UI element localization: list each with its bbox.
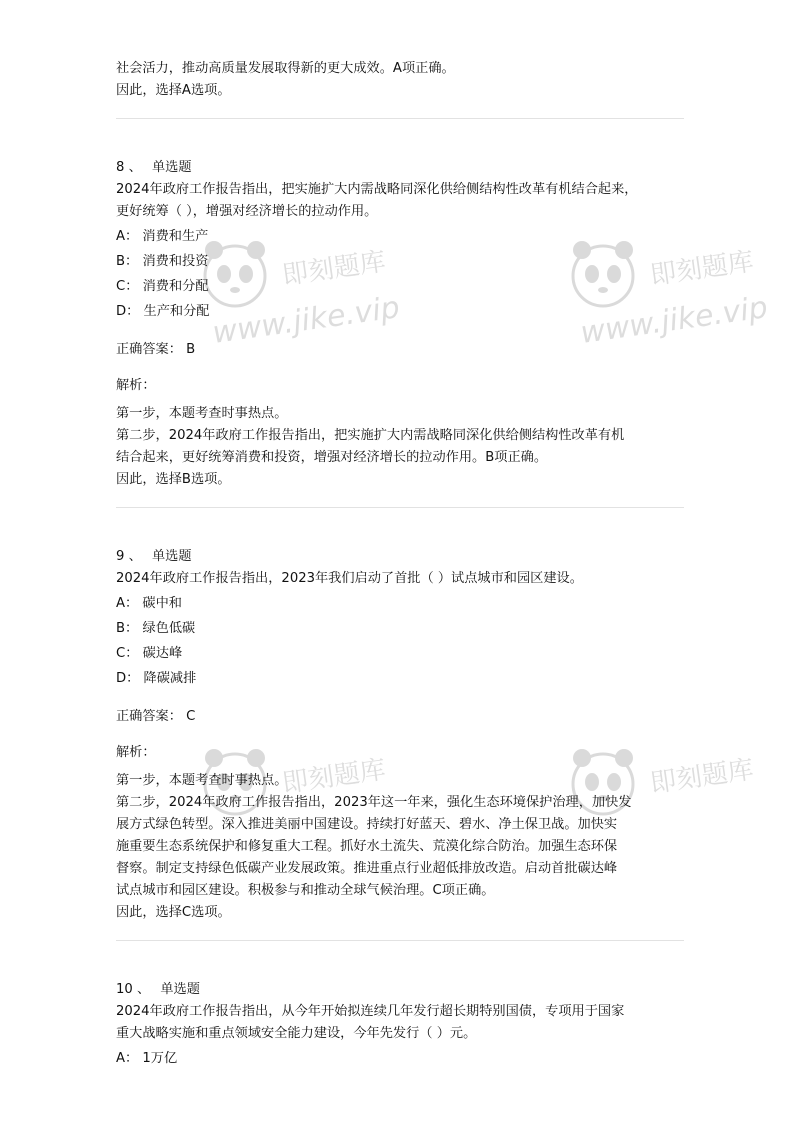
watermark-name: 即刻题库 (280, 754, 388, 800)
option-d (116, 301, 688, 323)
option-key: D： (116, 304, 140, 319)
analysis-line: 结合起来，更好统筹消费和投资，增强对经济增长的拉动作用。B项正确。 (116, 450, 548, 465)
option-d (116, 668, 688, 690)
question-separator: 、 (128, 160, 142, 175)
question-block (116, 157, 688, 491)
analysis-conclusion: 因此，选择A选项。 (116, 83, 231, 98)
answer-label: 正确答案： (116, 709, 182, 724)
question-header (116, 979, 688, 1001)
option-c (116, 276, 688, 298)
question-block (116, 979, 688, 1070)
analysis-line: 第二步，2024年政府工作报告指出，把实施扩大内需战略同深化供给侧结构性改革有机 (116, 428, 625, 443)
analysis-line: 展方式绿色转型。深入推进美丽中国建设。持续打好蓝天、碧水、净土保卫战。加快实 (116, 817, 618, 832)
analysis-label: 解析： (116, 745, 156, 760)
analysis-conclusion: 因此，选择B选项。 (116, 472, 231, 487)
analysis-line: 试点城市和园区建设。积极参与和推动全球气候治理。C项正确。 (116, 883, 495, 898)
option-a (116, 593, 688, 615)
question-separator: 、 (136, 982, 151, 997)
question-divider (116, 118, 684, 119)
option-a (116, 1048, 688, 1070)
watermark-name: 即刻题库 (280, 246, 388, 292)
option-key: A： (116, 1051, 139, 1066)
question-type: 单选题 (160, 982, 200, 997)
answer-value: B (186, 342, 196, 357)
analysis-conclusion: 因此，选择C选项。 (116, 905, 231, 920)
option-key: A： (116, 229, 139, 244)
correct-answer (116, 339, 688, 361)
option-key: C： (116, 646, 139, 661)
analysis-label: 解析： (116, 378, 156, 393)
question-block (116, 546, 688, 924)
analysis-line: 第一步，本题考查时事热点。 (116, 773, 288, 788)
question-stem: 更好统筹（ ），增强对经济增长的拉动作用。 (116, 204, 378, 219)
option-text: 消费和生产 (142, 229, 209, 244)
analysis-line: 督察。制定支持绿色低碳产业发展政策。推进重点行业超低排放改造。启动首批碳达峰 (116, 861, 618, 876)
option-key: B： (116, 254, 139, 269)
watermark-url: www.jike.vip (578, 290, 770, 351)
question-stem: 重大战略实施和重点领域安全能力建设，今年先发行（ ）元。 (116, 1026, 477, 1041)
option-key: A： (116, 596, 139, 611)
analysis-line: 第二步，2024年政府工作报告指出，2023年这一年来，强化生态环境保护治理，加快发 (116, 795, 632, 810)
watermark-name: 即刻题库 (648, 754, 756, 800)
option-b (116, 251, 688, 273)
watermark-name: 即刻题库 (648, 246, 756, 292)
option-c (116, 643, 688, 665)
question-type: 单选题 (151, 160, 192, 175)
option-key: C： (116, 279, 139, 294)
question-number: 10 (116, 982, 133, 997)
option-text: 降碳减排 (143, 671, 197, 686)
question-type: 单选题 (151, 549, 192, 564)
question-divider (116, 940, 684, 941)
question-header (116, 157, 688, 179)
question-separator: 、 (128, 549, 142, 564)
option-text: 消费和分配 (142, 279, 209, 294)
option-text: 碳中和 (142, 596, 182, 611)
question-number: 8 (116, 160, 125, 175)
option-text: 碳达峰 (142, 646, 183, 661)
question-stem: 2024年政府工作报告指出，把实施扩大内需战略同深化供给侧结构性改革有机结合起来， (116, 182, 638, 197)
correct-answer (116, 706, 688, 728)
option-b (116, 618, 688, 640)
analysis-line: 施重要生态系统保护和修复重大工程。抓好水土流失、荒漠化综合防治。加强生态环保 (116, 839, 618, 854)
analysis-line: 第一步，本题考查时事热点。 (116, 406, 288, 421)
analysis-line: 社会活力，推动高质量发展取得新的更大成效。A项正确。 (116, 61, 455, 76)
question-stem: 2024年政府工作报告指出，2023年我们启动了首批（ ）试点城市和园区建设。 (116, 571, 583, 586)
option-key: B： (116, 621, 139, 636)
option-text: 1万亿 (142, 1051, 178, 1066)
option-text: 绿色低碳 (142, 621, 196, 636)
document-body (116, 58, 688, 1070)
answer-value: C (186, 709, 196, 724)
answer-label: 正确答案： (116, 342, 182, 357)
question-stem: 2024年政府工作报告指出，从今年开始拟连续几年发行超长期特别国债，专项用于国家 (116, 1004, 625, 1019)
question-number: 9 (116, 549, 125, 564)
option-key: D： (116, 671, 140, 686)
question-divider (116, 507, 684, 508)
option-a (116, 226, 688, 248)
watermark-url: www.jike.vip (210, 290, 402, 351)
option-text: 消费和投资 (142, 254, 209, 269)
question-header (116, 546, 688, 568)
option-text: 生产和分配 (143, 304, 210, 319)
